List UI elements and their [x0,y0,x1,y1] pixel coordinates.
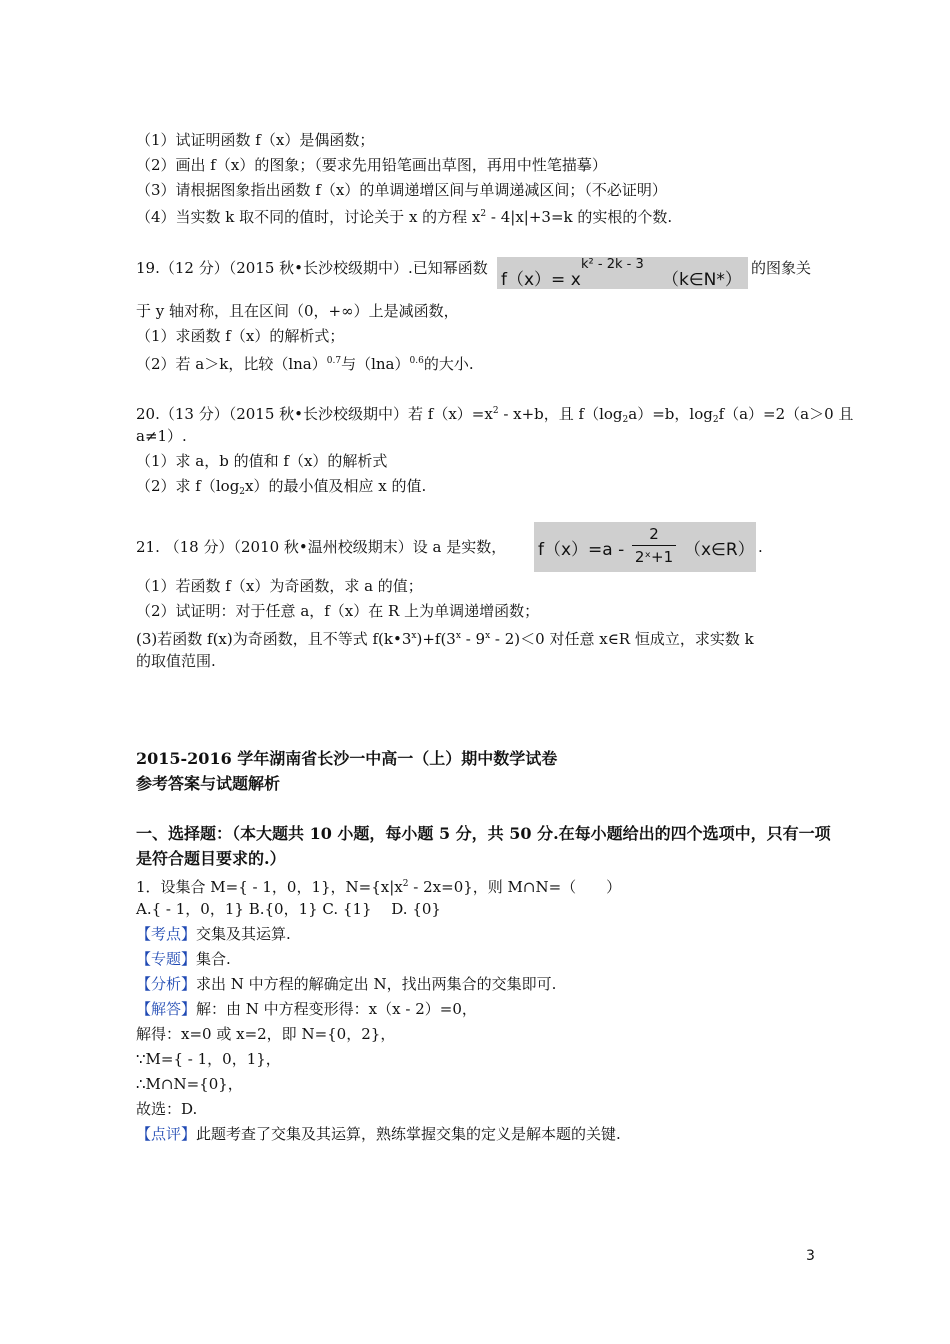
q21-part4-text: 的取值范围. [136,652,216,670]
kaodian-row [136,924,291,944]
zhuanti-row [136,949,231,969]
q19-part2-sup1: 0.7 [326,356,342,366]
q21-heading [136,537,506,557]
jieda-tag: 【解答】 [136,1000,197,1018]
jieda-row [136,999,477,1019]
jieda-text: 解：由 N 中方程变形得：x（x - 2）=0， [196,1000,477,1018]
kaodian-text: 交集及其运算. [196,925,291,943]
q21-formula-fx: f（x）=a - [538,540,625,560]
q18-part4-sup: 2 [480,209,487,219]
q19-line2 [136,301,459,321]
q21-part3-sup1: x [411,631,417,641]
q21-part3-a: (3)若函数 f(x)为奇函数，且不等式 f(k•3 [136,630,412,648]
q18-part3-text: （3）请根据图象指出函数 f（x）的单调递增区间与单调递减区间；（不必证明） [136,181,667,199]
q18-part2 [136,155,607,175]
solution-step-2-text: ∵M={ - 1，0，1}， [136,1050,281,1068]
q20-part2-text-b: x）的最小值及相应 x 的值. [245,477,427,495]
q20-part2 [136,476,426,502]
section-heading-line2-text: 是符合题目要求的.） [136,849,286,868]
q19-line2-text: 于 y 轴对称，且在区间（0，+∞）上是减函数， [136,302,459,320]
kaodian-tag: 【考点】 [136,925,197,943]
q19-heading-after [751,258,811,278]
q20-line1-sub2: 2 [712,415,719,425]
q19-part1-text: （1）求函数 f（x）的解析式； [136,327,345,345]
solution-step-1 [136,1024,395,1044]
q20-line1-c: a）=b，log [628,405,713,423]
answer-q1-options-text: A.{ - 1，0，1} B.{0，1} C. {1} D. {0} [136,900,441,918]
q21-part3-c: - 9 [460,630,486,648]
answer-q1-stem-b: - 2x=0}，则 M∩N=（ ） [408,878,622,896]
fenxi-tag: 【分析】 [136,975,197,993]
q20-line1-b: - x+b，且 f（log [498,405,623,423]
answer-q1-sup: 2 [402,879,409,889]
fenxi-row [136,974,556,994]
q19-heading [136,258,488,278]
q18-part1 [136,130,374,150]
q19-part2 [136,351,474,374]
section-heading-line1-text: 一、选择题：（本大题共 10 小题，每小题 5 分，共 50 分.在每小题给出的四个选项中，只有一项 [136,824,831,843]
q18-part3 [136,180,667,200]
q18-part4-text-b: - 4|x|+3=k 的实根的个数. [486,208,673,226]
q20-line2 [136,426,187,446]
q20-line1 [136,401,853,430]
q21-part1 [136,576,423,596]
q21-part2-text: （2）试证明：对于任意 a，f（x）在 R 上为单调递增函数； [136,602,540,620]
q21-formula-domain: （x∈R） [684,540,755,560]
q18-part4-text-a: （4）当实数 k 取不同的值时，讨论关于 x 的方程 x [136,208,481,226]
q21-heading-after [758,537,763,557]
q21-heading-text: 21. （18 分）（2010 秋•温州校级期末）设 a 是实数， [136,538,507,556]
q18-part4 [136,204,672,227]
solution-step-1-text: 解得：x=0 或 x=2，即 N={0，2}， [136,1025,396,1043]
section-heading-line1 [136,824,831,844]
q19-part2-sup2: 0.6 [409,356,424,366]
q21-part3-b: )+f(3 [416,630,456,648]
q21-formula-denominator: 2ˣ+1 [634,548,674,566]
zhuanti-tag: 【专题】 [136,950,197,968]
q19-part1 [136,326,344,346]
section-heading-line2 [136,849,286,869]
q18-part1-text: （1）试证明函数 f（x）是偶函数； [136,131,375,149]
q21-formula-fraction [632,524,676,567]
q21-part3-sup3: x [485,631,491,641]
q21-part2 [136,601,539,621]
q19-part2-text-a: （2）若 a＞k，比较（lna） [136,355,327,373]
q19-heading-text: 19.（12 分）（2015 秋•长沙校级期中）.已知幂函数 [136,259,488,277]
solution-step-4 [136,1099,197,1119]
q20-part1-text: （1）求 a，b 的值和 f（x）的解析式 [136,452,388,470]
dianping-tag: 【点评】 [136,1125,197,1143]
answer-q1-stem-a: 1．设集合 M={ - 1，0，1}，N={x|x [136,878,403,896]
q19-formula-domain: （k∈N*） [662,270,742,290]
q20-part2-text-a: （2）求 f（log [136,477,240,495]
zhuanti-text: 集合. [196,950,231,968]
q21-formula-numerator: 2 [649,525,659,543]
q20-line1-sub1: 2 [622,415,629,425]
q19-formula-fx: f（x）= x [501,270,581,290]
dianping-row [136,1124,621,1144]
q21-part3 [136,626,754,649]
solution-step-3-text: ∴M∩N={0}， [136,1075,243,1093]
q21-part1-text: （1）若函数 f（x）为奇函数，求 a 的值； [136,577,423,595]
answer-q1-options [136,899,441,919]
q19-heading-after-text: 的图象关 [751,259,812,277]
dianping-text: 此题考查了交集及其运算，熟练掌握交集的定义是解本题的关键. [196,1125,621,1143]
q20-part1 [136,451,387,471]
q20-line2-text: a≠1）. [136,427,187,445]
answers-subtitle-text: 参考答案与试题解析 [136,774,281,793]
q21-formula [534,522,756,572]
fenxi-text: 求出 N 中方程的解确定出 N，找出两集合的交集即可. [196,975,557,993]
q20-line1-sup: 2 [492,406,499,416]
q19-formula-exponent: k² - 2k - 3 [581,257,644,272]
q21-heading-after-text: . [758,538,763,556]
q21-part3-sup2: x [455,631,461,641]
q21-part3-d: - 2)＜0 对任意 x∈R 恒成立，求实数 k [490,630,754,648]
page-number: 3 [806,1248,815,1264]
q21-part4 [136,651,216,671]
q20-part2-sub: 2 [239,487,246,497]
answer-q1-stem [136,874,621,897]
solution-step-2 [136,1049,281,1069]
q20-line1-d: f（a）=2（a＞0 且 [718,405,854,423]
solution-step-3 [136,1074,243,1094]
q19-part2-text-c: 的大小. [423,355,474,373]
fraction-bar [632,545,676,546]
answers-subtitle [136,774,280,794]
q20-line1-a: 20.（13 分）（2015 秋•长沙校级期中）若 f（x）=x [136,405,493,423]
answers-title [136,749,557,769]
q18-part2-text: （2）画出 f（x）的图象；（要求先用铅笔画出草图，再用中性笔描摹） [136,156,607,174]
q19-part2-text-b: 与（lna） [341,355,410,373]
solution-step-4-text: 故选：D. [136,1100,198,1118]
answers-title-text: 2015-2016 学年湖南省长沙一中高一（上）期中数学试卷 [136,749,558,768]
q19-formula [497,257,748,289]
